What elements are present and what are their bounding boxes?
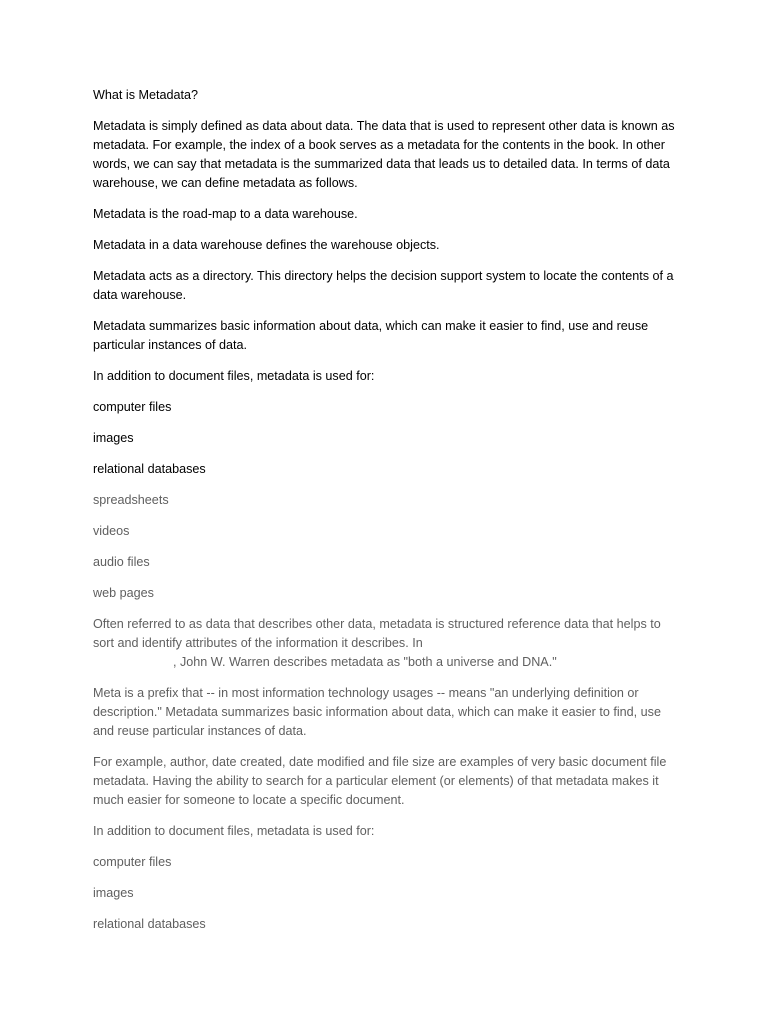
list-item: images — [93, 886, 134, 900]
list-item: audio files — [93, 555, 150, 569]
list-item: computer files — [93, 400, 172, 414]
paragraph-example: For example, author, date created, date modified and file size are examples of very basic document file metadata. Having the ability to search for a particular element (or elements) of that metadata makes it much easier for someone to locate a specific document. — [93, 755, 667, 807]
paragraph-road-map: Metadata is the road-map to a data warehouse. — [93, 207, 358, 221]
paragraph-addition-2: In addition to document files, metadata is used for: — [93, 824, 375, 838]
list-item: relational databases — [93, 917, 206, 931]
list-item: web pages — [93, 586, 154, 600]
paragraph-addition: In addition to document files, metadata is used for: — [93, 369, 375, 383]
paragraph-often-line1: Often referred to as data that describes other data, metadata is structured reference data that helps to sort and identify attributes of the information it describes. In — [93, 617, 661, 650]
list-item: videos — [93, 524, 130, 538]
paragraph-warehouse-objects: Metadata in a data warehouse defines the warehouse objects. — [93, 238, 440, 252]
paragraph-directory: Metadata acts as a directory. This directory helps the decision support system to locate the contents of a data warehouse. — [93, 269, 674, 302]
paragraph-often-line2: , John W. Warren describes metadata as "both a universe and DNA." — [173, 655, 557, 669]
paragraph-often-referred — [93, 615, 683, 672]
list-item: spreadsheets — [93, 493, 169, 507]
list-item: images — [93, 431, 134, 445]
paragraph-summarizes: Metadata summarizes basic information about data, which can make it easier to find, use and reuse particular instances of data. — [93, 319, 649, 352]
list-item: relational databases — [93, 462, 206, 476]
paragraph-meta-prefix: Meta is a prefix that -- in most information technology usages -- means "an underlying definition or description." Metadata summarizes basic information about data, which can make it easier to find, use and reuse particular instances of data. — [93, 686, 661, 738]
list-item: computer files — [93, 855, 172, 869]
document-title: What is Metadata? — [93, 88, 198, 102]
document-page — [93, 86, 683, 946]
paragraph-definition: Metadata is simply defined as data about data. The data that is used to represent other data is known as metadata. For example, the index of a book serves as a metadata for the contents in the book. In other words, we can say that metadata is the summarized data that leads us to detailed data. In terms of data warehouse, we can define metadata as follows. — [93, 119, 675, 190]
